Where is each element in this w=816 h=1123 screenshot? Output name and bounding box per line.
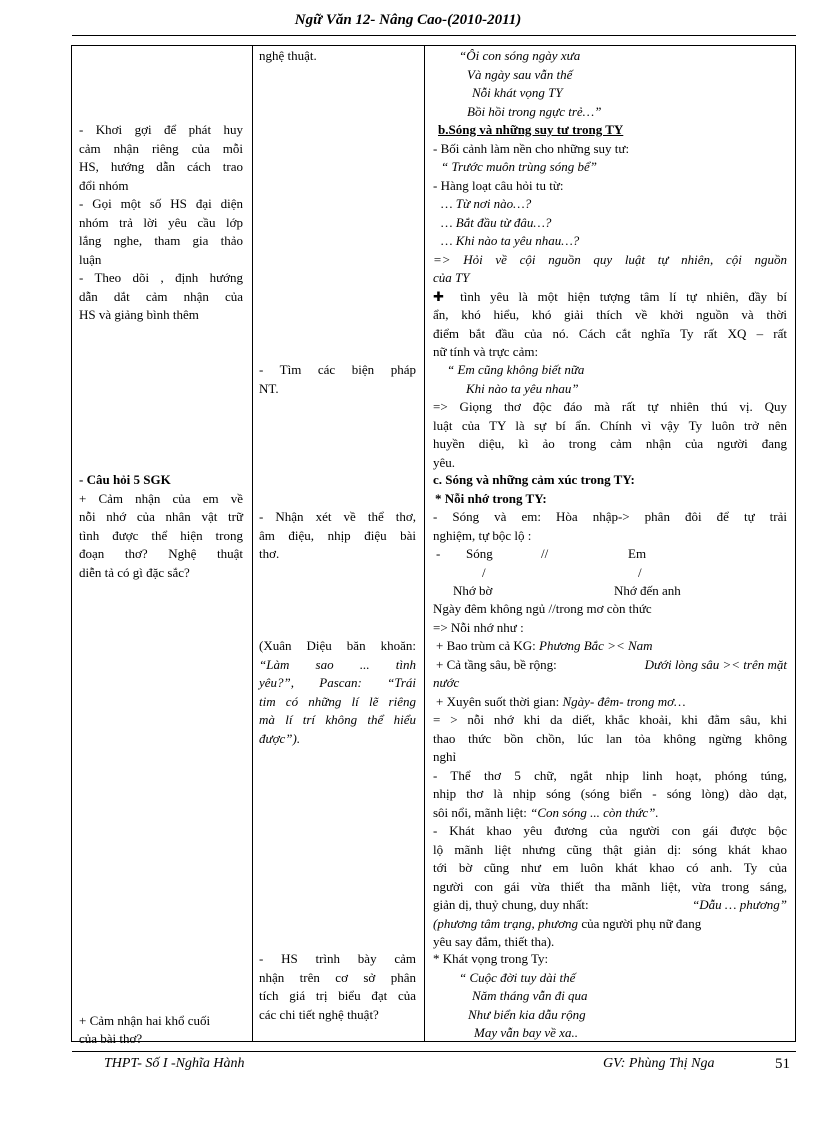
col1-line: của bài thơ? — [79, 1031, 143, 1046]
subheading-aspiration: * Khát vọng trong Ty: — [433, 951, 549, 966]
content-line: ✚ tình yêu là một hiện tượng tâm lí tự nhiên, đầy bí — [433, 288, 787, 304]
subheading-longing: * Nỗi nhớ trong TY: — [435, 490, 547, 506]
content-line: huyền diệu, kì ảo trong cảm nhận của người đang — [433, 436, 787, 451]
poem-line: Khi nào ta yêu nhau” — [466, 380, 579, 396]
col1-line: dẫn dắt cảm nhận của — [79, 288, 243, 304]
page-header-title: Ngữ Văn 12- Nâng Cao-(2010-2011) — [294, 12, 522, 28]
col2-line: yêu?”, Pascan: “Trái — [259, 675, 416, 690]
page-number: 51 — [775, 1056, 790, 1072]
question-line: … Khi nào ta yêu nhau…? — [441, 233, 580, 248]
content-line: luật của TY là sự bí ẩn. Chính vì vậy Ty luôn trở nên — [433, 417, 787, 433]
content-line: sôi nổi, mãnh liệt: “Con sóng ... còn thức”. — [433, 804, 659, 820]
col1-line: diễn tả có gì đặc sắc? — [79, 564, 190, 580]
poem-line: Và ngày sau vẫn thế — [467, 66, 573, 82]
question-line: … Bắt đầu từ đâu…? — [441, 214, 552, 230]
content-line: ẩn, khó hiểu, khó giải thích về khởi nguồn và thời — [433, 307, 787, 322]
col1-question-heading: - Câu hỏi 5 SGK — [79, 472, 171, 487]
content-line: yêu. — [433, 454, 456, 470]
col1-line: lắng nghe, tham gia thảo — [79, 233, 243, 248]
col1-line: HS và giảng bình thêm — [79, 307, 199, 322]
content-line: tới bờ cũng như em luôn khát khao có anh. Ty của — [433, 860, 787, 875]
quote-line: “ Trước muôn trùng sóng bể” — [441, 159, 597, 174]
content-line: + Bao trùm cả KG: Phương Bắc >< Nam — [436, 638, 653, 653]
col1-line: + Cảm nhận hai khổ cuối — [79, 1013, 211, 1028]
poem-line: Bồi hồi trong ngực trẻ…” — [467, 103, 602, 119]
content-line: nhịp thơ là nhịp sóng (sóng biển - sóng lòng) dào dạt, — [433, 786, 787, 801]
content-line: = > nỗi nhớ khi da diết, khắc khoải, khi đằm sâu, khi — [433, 712, 787, 727]
col1-line: cảm nhận riêng của mỗi — [79, 140, 243, 156]
col2-line: (Xuân Diệu băn khoăn: — [259, 638, 416, 653]
col1-line: tình được thể hiện trong — [79, 527, 243, 543]
poem-line: “ Cuộc đời tuy dài thế — [459, 969, 576, 985]
footer-divider — [72, 1051, 796, 1052]
poem-line: “ Em cũng không biết nữa — [447, 362, 585, 377]
content-line: Ngày đêm không ngủ //trong mơ còn thức — [433, 601, 652, 616]
col2-line: nghệ thuật. — [259, 48, 317, 63]
poem-line: “Ôi con sóng ngày xưa — [459, 48, 581, 63]
diagram-branch: / — [482, 564, 486, 580]
content-line: => Giọng thơ độc đáo mà rất tự nhiên thú vị. Quy — [433, 399, 787, 414]
col2-line: - HS trình bày cảm — [259, 951, 416, 966]
col1-line: nỗi nhớ của nhân vật trữ — [79, 509, 243, 524]
col2-line: mà lí trí không thể hiểu — [259, 712, 416, 727]
col2-line: NT. — [259, 380, 279, 396]
column-divider-2 — [424, 46, 425, 1041]
footer-teacher: GV: Phùng Thị Nga — [603, 1056, 715, 1071]
poem-line: May vẫn bay về xa.. — [474, 1025, 578, 1040]
col1-line: đoạn thơ? Nghệ thuật — [79, 546, 243, 561]
content-line: của TY — [433, 270, 470, 285]
diagram-label-song: Sóng — [466, 546, 493, 561]
content-line: - Bối cảnh làm nền cho những suy tư: — [433, 140, 630, 156]
content-line: yêu say đắm, thiết tha). — [433, 934, 555, 949]
content-line: - Hàng loạt câu hỏi tu từ: — [433, 177, 564, 193]
section-heading-c: c. Sóng và những cảm xúc trong TY: — [433, 472, 635, 487]
diagram-branch: / — [638, 564, 642, 580]
poem-line: Năm tháng vẫn đi qua — [472, 988, 588, 1003]
col2-line: âm điệu, nhịp điệu bài — [259, 527, 416, 543]
content-line: - Khát khao yêu đương của người con gái được bộc — [433, 823, 787, 838]
content-line: nước — [433, 675, 460, 690]
diagram-label-nho-anh: Nhớ đến anh — [614, 583, 681, 598]
poem-line: Như biển kia dẫu rộng — [468, 1006, 586, 1022]
poem-line: Nỗi khát vọng TY — [472, 85, 563, 100]
diagram-label-em: Em — [628, 546, 647, 561]
content-line: điểm bắt đầu của nó. Cách cắt nghĩa Ty rất XQ – rất — [433, 325, 787, 341]
column-divider-1 — [252, 46, 253, 1041]
section-heading-b: b.Sóng và những suy tư trong TY — [438, 122, 624, 137]
col1-line: đổi nhóm — [79, 177, 129, 193]
content-line: nghiệm, tự bộc lộ : — [433, 527, 532, 543]
diagram-dash: - — [436, 546, 441, 561]
col2-line: - Nhận xét về thể thơ, — [259, 509, 416, 524]
content-line: (phương tâm trạng, phương của người phụ nữ đang — [433, 915, 702, 931]
content-line: người con gái vừa thiết tha mãnh liệt, vừa trong sáng, — [433, 878, 787, 894]
col1-line: - Theo dõi , định hướng — [79, 270, 243, 285]
col1-line: nhóm trả lời yêu cầu lớp — [79, 214, 243, 230]
col1-line: - Khơi gợi để phát huy — [79, 122, 243, 137]
col1-line: - Gọi một số HS đại diện — [79, 196, 243, 211]
content-line: - Sóng và em: Hòa nhập-> phân đôi để tự trải — [433, 509, 787, 524]
content-line: nghỉ — [433, 749, 457, 764]
col2-line: tích giá trị biểu đạt của — [259, 988, 416, 1003]
content-line: lộ mãnh liệt nhưng cũng thật giản dị: sóng khát khao — [433, 841, 787, 857]
content-line: => Nỗi nhớ như : — [433, 619, 524, 635]
footer-school: THPT- Số I -Nghĩa Hành — [104, 1056, 245, 1071]
col2-line: được”). — [259, 730, 301, 746]
col1-line: luận — [79, 251, 102, 267]
col2-line: các chi tiết nghệ thuật? — [259, 1006, 379, 1022]
col2-line: nhận trên cơ sở phân — [259, 969, 416, 985]
content-line: nữ tính và trực cảm: — [433, 344, 539, 359]
content-line: => Hỏi về cội nguồn quy luật tự nhiên, cội nguồn — [433, 251, 787, 267]
col2-line: - Tìm các biện pháp — [259, 362, 416, 377]
header-divider — [72, 35, 796, 36]
diagram-label-nho-bo: Nhớ bờ — [453, 583, 493, 598]
diagram-separator: // — [541, 546, 549, 561]
col2-line: thơ. — [259, 546, 280, 561]
col2-line: tim có những lí lẽ riêng — [259, 693, 416, 709]
col2-line: “Làm sao ... tình — [259, 656, 416, 672]
col1-line: + Cảm nhận của em về — [79, 490, 243, 506]
content-line: giản dị, thuỷ chung, duy nhất: “Dẫu … phương” — [433, 897, 787, 912]
question-line: … Từ nơi nào…? — [441, 196, 532, 211]
content-line: - Thể thơ 5 chữ, ngắt nhịp linh hoạt, phóng túng, — [433, 767, 787, 783]
content-line: + Xuyên suốt thời gian: Ngày- đêm- trong mơ… — [436, 693, 686, 709]
content-line: + Cả tầng sâu, bề rộng: Dưới lòng sâu >< trên mặt — [436, 656, 787, 672]
col1-line: HS, hướng dẫn cách trao — [79, 159, 243, 174]
content-line: thao thức bồn chồn, lúc lan tỏa không ngừng không — [433, 730, 787, 746]
